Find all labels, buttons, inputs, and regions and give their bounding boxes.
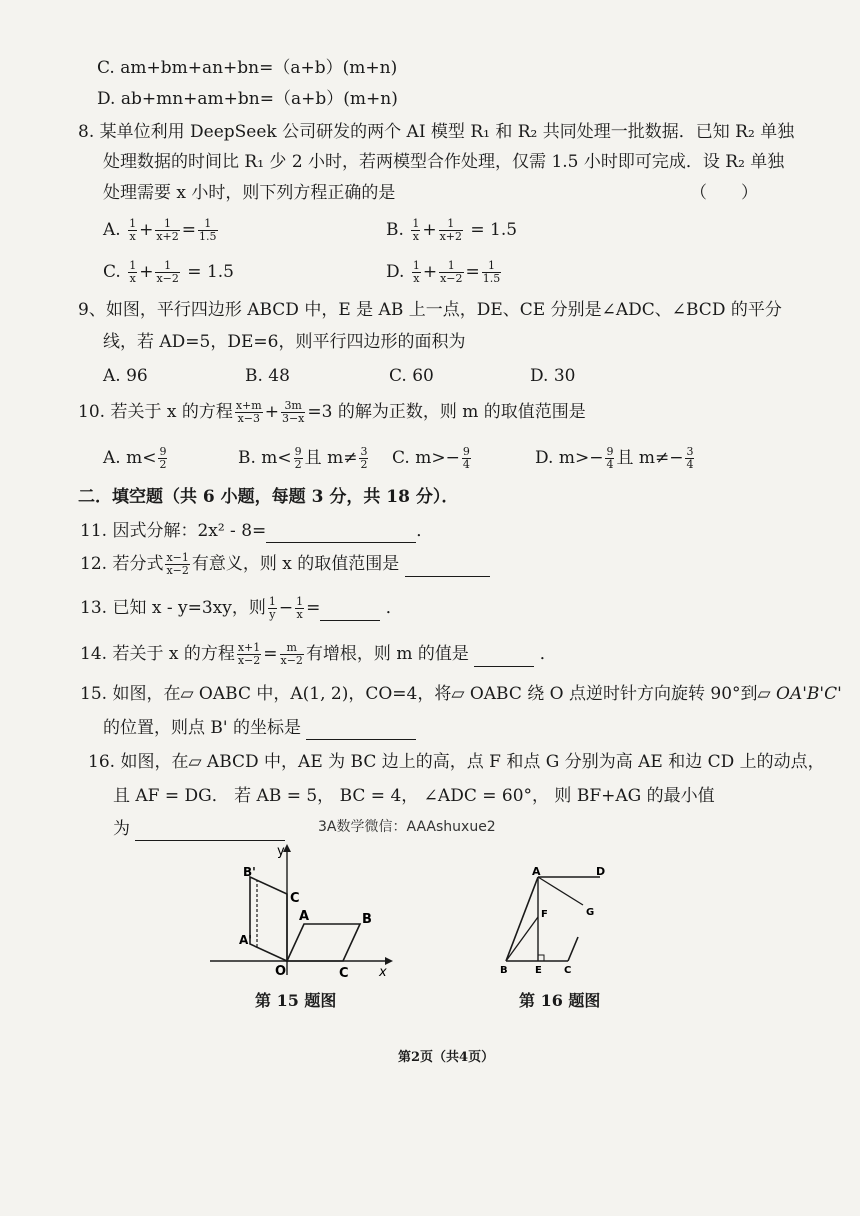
q11-answer-blank[interactable] [266, 524, 416, 543]
figure-16 [498, 865, 618, 975]
q9-option-b: B. 48 [245, 366, 290, 386]
q10-option-b: B. m< $\frac{9}{2}$ 且 m≠ $\frac{3}{2}$ [238, 445, 368, 471]
q10-stem: 10. 若关于 x 的方程 $\frac{x+m}{x-3}$ + $\frac{3m}{3-x}$ =3 的解为正数，则 m 的取值范围是 [78, 399, 586, 425]
q16-line-2: 且 AF = DG． 若 AB = 5， BC = 4， ∠ADC = 60°， 则 BF+AG 的最小值 [113, 786, 715, 806]
fig16-label-f: F [541, 909, 548, 920]
q8-answer-paren: （ ） [690, 183, 758, 203]
q9-line-2: 线，若 AD=5，DE=6，则平行四边形的面积为 [103, 332, 466, 352]
q15-line-1: 15. 如图，在▱ OABC 中，A(1, 2)，CO=4，将▱ OABC 绕 O 点逆时针方向旋转 90°到▱ OA'B'C' [80, 684, 842, 704]
q15-line-2: 的位置，则点 B' 的坐标是 [103, 716, 416, 740]
fig15-label-x: x [379, 965, 387, 980]
q13: 13. 已知 x - y=3xy，则 $\frac{1}{y}$ − $\frac{1}{x}$ = ． [80, 595, 403, 621]
q12: 12. 若分式 $\frac{x-1}{x-2}$ 有意义，则 x 的取值范围是 [80, 552, 490, 577]
q9-option-c: C. 60 [389, 366, 434, 386]
q8-line-3: 处理需要 x 小时，则下列方程正确的是 [103, 183, 396, 203]
fig15-label-c-prime: C [290, 891, 300, 906]
q9-option-a: A. 96 [103, 366, 148, 386]
q8-option-d: D. $\frac{1}{x}$ + $\frac{1}{x-2}$ = $\frac{1}{1.5}$ [386, 259, 501, 285]
fig16-label-c: C [564, 965, 572, 975]
section-2-header: 二．填空题（共 6 小题，每题 3 分，共 18 分）． [78, 487, 459, 507]
fig15-label-a: A [299, 909, 310, 924]
q10-option-a: A. m< $\frac{9}{2}$ [103, 445, 167, 471]
fig15-label-a-prime: A' [239, 933, 252, 947]
q8-option-a: A. $\frac{1}{x}$ + $\frac{1}{x+2}$ = $\frac{1}{1.5}$ [103, 217, 217, 243]
fig15-label-c-axis: C [339, 966, 349, 980]
fig15-label-y: y [277, 844, 285, 859]
q10-option-c: C. m>− $\frac{9}{4}$ [392, 445, 470, 471]
figure-16-caption: 第 16 题图 [519, 991, 601, 1010]
q9-line-1: 9、如图，平行四边形 ABCD 中，E 是 AB 上一点，DE、CE 分别是∠ADC、∠BCD 的平分 [78, 300, 782, 320]
fig16-label-a: A [532, 865, 541, 878]
q8-option-b: B. $\frac{1}{x}$ + $\frac{1}{x+2}$ = 1.5 [386, 217, 518, 243]
q7-option-c: C. am+bm+an+bn=（a+b）(m+n) [97, 58, 398, 78]
q8-line-2: 处理数据的时间比 R₁ 少 2 小时，若两模型合作处理，仅需 1.5 小时即可完成．设 R₂ 单独 [103, 152, 785, 172]
q16-answer-blank[interactable] [135, 822, 285, 841]
watermark: 3A数学微信：AAAshuxue2 [318, 819, 496, 835]
q16-line-1: 16. 如图，在▱ ABCD 中，AE 为 BC 边上的高，点 F 和点 G 分别为高 AE 和边 CD 上的动点， [88, 752, 825, 772]
q16-line-3: 为 [113, 817, 285, 841]
fig15-label-o: O [275, 964, 287, 979]
q12-answer-blank[interactable] [405, 558, 490, 577]
fig15-label-b: B [362, 912, 372, 927]
page-footer: 第2页（共4页） [398, 1050, 495, 1065]
figure-15-caption: 第 15 题图 [255, 991, 337, 1010]
q14: 14. 若关于 x 的方程 $\frac{x+1}{x-2}$ = $\frac{m}{x-2}$ 有增根，则 m 的值是 ． [80, 641, 557, 667]
q14-answer-blank[interactable] [474, 648, 534, 667]
figure-15 [205, 840, 395, 980]
q11: 11. 因式分解：2x² - 8= ． [80, 521, 434, 541]
fig16-label-g: G [586, 907, 595, 918]
q7-option-d: D. ab+mn+am+bn=（a+b）(m+n) [97, 89, 398, 109]
q10-option-d: D. m>− $\frac{9}{4}$ 且 m≠− $\frac{3}{4}$ [535, 445, 694, 471]
fig16-label-d: D [596, 865, 606, 878]
q8-line-1: 8. 某单位利用 DeepSeek 公司研发的两个 AI 模型 R₁ 和 R₂ 共同处理一批数据．已知 R₂ 单独 [78, 122, 795, 142]
q9-option-d: D. 30 [530, 366, 576, 386]
q8-option-c: C. $\frac{1}{x}$ + $\frac{1}{x-2}$ = 1.5 [103, 259, 234, 285]
fig16-label-b: B [500, 965, 508, 975]
q15-answer-blank[interactable] [306, 721, 416, 740]
fig16-label-e: E [535, 965, 542, 975]
fig15-label-b-prime: B' [243, 865, 256, 879]
q13-answer-blank[interactable] [320, 602, 380, 621]
